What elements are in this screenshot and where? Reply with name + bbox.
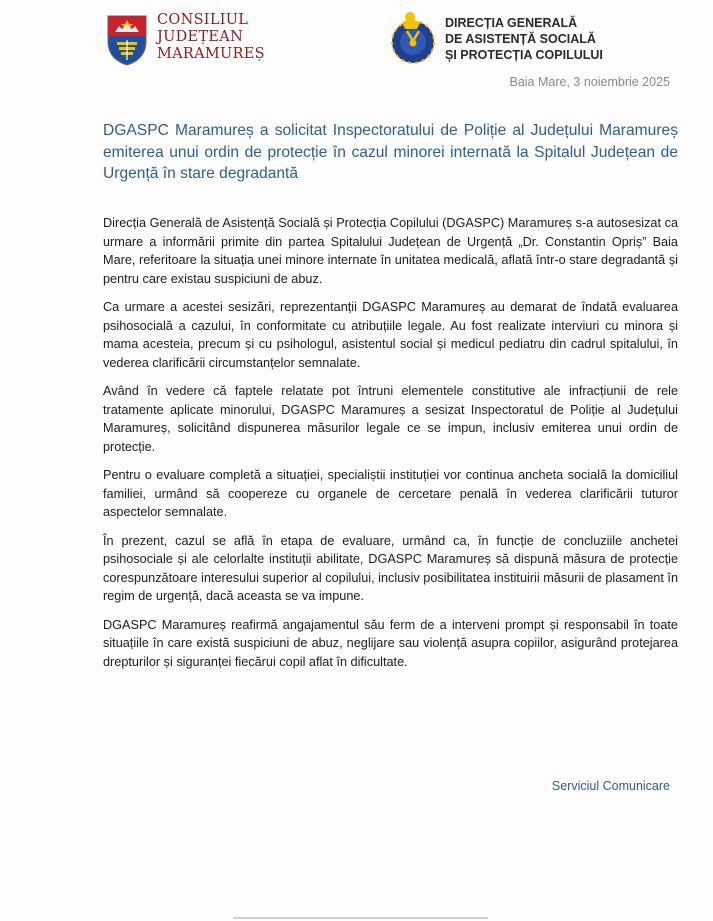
logo-right-line-1: DIRECȚIA GENERALĂ bbox=[445, 16, 578, 30]
body-paragraph-3: Având în vedere că faptele relatate pot întruni elementele constitutive ale infracțiunii de rele tratamente aplicate minorului, DGASPC Maramureș a sesizat Inspectoratul de Poliție al Județului Maramureș, solicitând dispunerea măsurilor legale ce se impun, inclusiv emiterea unui ordin de protecție. bbox=[103, 384, 678, 454]
body-paragraph-5: În prezent, cazul se află în etapa de evaluare, urmând ca, în funcție de concluziile anchetei psihosociale și ale celorlalte instituții abilitate, DGASPC Maramureș să dispună măsura de protecție corespunzătoare interesului superior al copilului, inclusiv posibilitatea instituirii măsurii de plasament în regim de urgență, dacă aceasta se va impune. bbox=[103, 533, 678, 603]
dgaspc-name bbox=[445, 15, 603, 63]
maramures-crest-icon bbox=[105, 12, 149, 66]
logo-left-line-1: CONSILIUL bbox=[157, 12, 249, 28]
dgaspc-emblem-icon bbox=[390, 9, 440, 67]
body-paragraph-6: DGASPC Maramureș reafirmă angajamentul său ferm de a interveni prompt și responsabil în toate situațiile în care există suspiciuni de abuz, neglijare sau violență asupra copiilor, asigurând protejarea drepturilor și siguranței fiecărui copil aflat în dificultate. bbox=[103, 617, 678, 669]
logo-right-line-3: ȘI PROTECȚIA COPILULUI bbox=[445, 48, 603, 62]
press-release-title: DGASPC Maramureș a solicitat Inspectoratului de Poliție al Județului Maramureș emiterea unui ordin de protecție în cazul minorei internată la Spitalul Județean de Urgență în stare degradantă bbox=[103, 122, 678, 182]
body-paragraph-1: Direcția Generală de Asistență Socială și Protecția Copilului (DGASPC) Maramureș s-a autosesizat ca urmare a informării primite din partea Spitalului Județean de Urgență „Dr. Constantin Opriș” Baia Mare, referitoare la situația unei minore internate în unitatea medicală, aflată într-o stare degradantă și pentru care existau suspiciuni de abuz. bbox=[103, 216, 678, 286]
logo-left-line-2: JUDEȚEAN bbox=[157, 29, 244, 45]
logo-left-line-3: MARAMUREȘ bbox=[157, 46, 265, 62]
body-paragraph-4: Pentru o evaluare completă a situației, specialiștii instituției vor continua ancheta socială la domiciliul familiei, urmând să coopereze cu organele de cercetare penală în vederea clarificării tuturor aspectelor semnalate. bbox=[103, 468, 678, 519]
dgaspc-logo bbox=[390, 9, 680, 69]
bottom-divider bbox=[233, 917, 488, 919]
press-release-body bbox=[103, 214, 678, 681]
signature: Serviciul Comunicare bbox=[551, 779, 670, 793]
body-paragraph-2: Ca urmare a acestei sesizări, reprezentanții DGASPC Maramureș au demarat de îndată evaluarea psihosocială a cazului, în conformitate cu atribuțiile legale. Au fost realizate interviuri cu minora și mama acesteia, precum și cu psihologul, asistentul social și medicul pediatru din cadrul spitalului, în vederea clarificării circumstanțelor semnalate. bbox=[103, 300, 678, 370]
document-date: Baia Mare, 3 noiembrie 2025 bbox=[509, 75, 670, 89]
consiliul-judetean-logo bbox=[105, 12, 305, 68]
logo-right-line-2: DE ASISTENȚĂ SOCIALĂ bbox=[445, 32, 596, 46]
consiliul-judetean-name bbox=[157, 12, 265, 63]
